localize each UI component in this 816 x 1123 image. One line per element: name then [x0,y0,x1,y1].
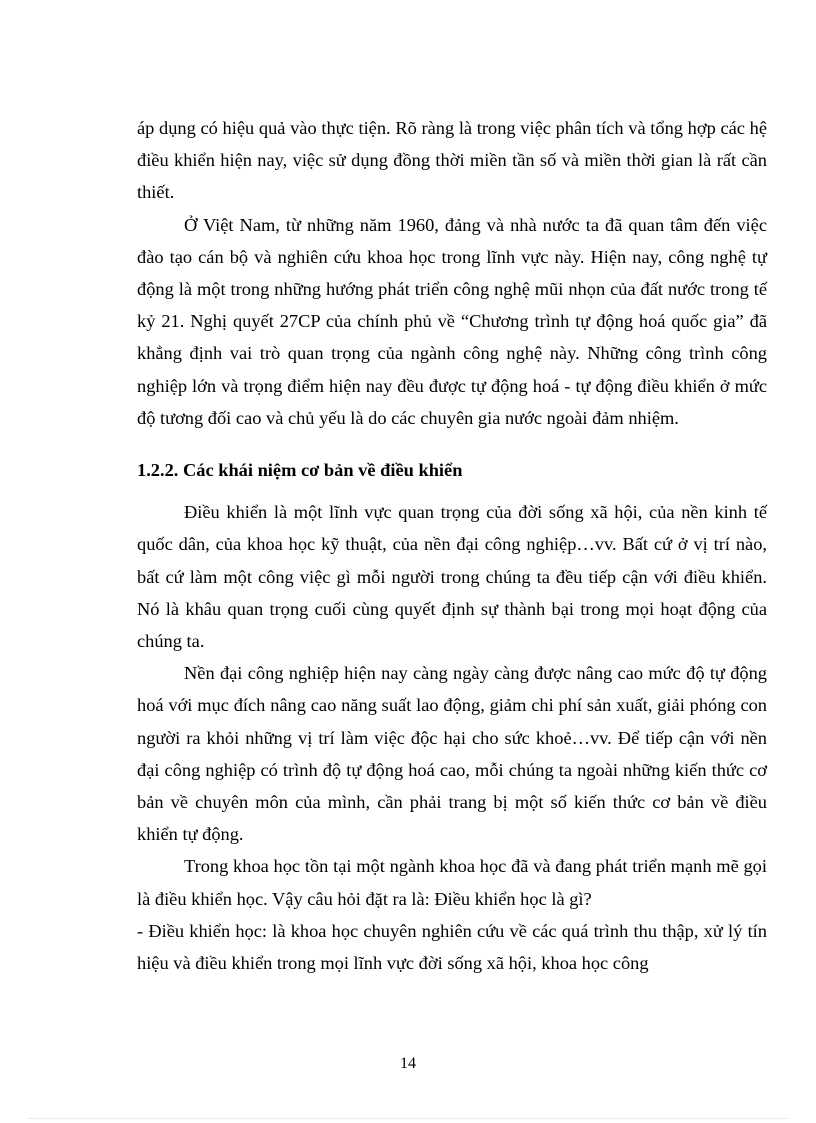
page-edge-divider [28,1118,788,1119]
paragraph-3: Điều khiển là một lĩnh vực quan trọng của đời sống xã hội, của nền kinh tế quốc dân, của khoa học kỹ thuật, của nền đại công nghiệp…vv. Bất cứ ở vị trí nào, bất cứ làm một công việc gì mỗi người trong chúng ta đều tiếp cận với điều khiển. Nó là khâu quan trọng cuối cùng quyết định sự thành bại trong mọi hoạt động của chúng ta. [137,502,767,652]
paragraph-6: - Điều khiển học: là khoa học chuyên nghiên cứu về các quá trình thu thập, xử lý tín hiệu và điều khiển trong mọi lĩnh vực đời sống xã hội, khoa học công [137,920,767,974]
paragraph-4: Nền đại công nghiệp hiện nay càng ngày càng được nâng cao mức độ tự động hoá với mục đích nâng cao năng suất lao động, giảm chi phí sản xuất, giải phóng con người ra khỏi những vị trí làm việc độc hại cho sức khoẻ…vv. Để tiếp cận với nền đại công nghiệp có trình độ tự động hoá cao, mỗi chúng ta ngoài những kiến thức cơ bản về chuyên môn của mình, cần phải trang bị một số kiến thức cơ bản về điều khiển tự động. [137,663,767,845]
paragraph-5: Trong khoa học tồn tại một ngành khoa học đã và đang phát triển mạnh mẽ gọi là điều khiển học. Vậy câu hỏi đặt ra là: Điều khiển học là gì? [137,856,767,909]
section-heading: 1.2.2. Các khái niệm cơ bản về điều khiển [137,460,463,481]
page-number: 14 [400,1055,416,1072]
paragraph-2: Ở Việt Nam, từ những năm 1960, đảng và nhà nước ta đã quan tâm đến việc đào tạo cán bộ và nghiên cứu khoa học trong lĩnh vực này. Hiện nay, công nghệ tự động là một trong những hướng phát triển công nghệ mũi nhọn của đất nước trong tế kỷ 21. Nghị quyết 27CP của chính phủ về “Chương trình tự động hoá quốc gia” đã khẳng định vai trò quan trọng của ngành công nghệ này. Những công trình công nghiệp lớn và trọng điểm hiện nay đều được tự động hoá - tự động điều khiển ở mức độ tương đối cao và chủ yếu là do các chuyên gia nước ngoài đảm nhiệm. [137,214,767,428]
paragraph-1: áp dụng có hiệu quả vào thực tiện. Rõ ràng là trong việc phân tích và tổng hợp các hệ điều khiển hiện nay, việc sử dụng đồng thời miền tần số và miền thời gian là rất cần thiết. [137,118,767,203]
body-text [137,112,767,979]
